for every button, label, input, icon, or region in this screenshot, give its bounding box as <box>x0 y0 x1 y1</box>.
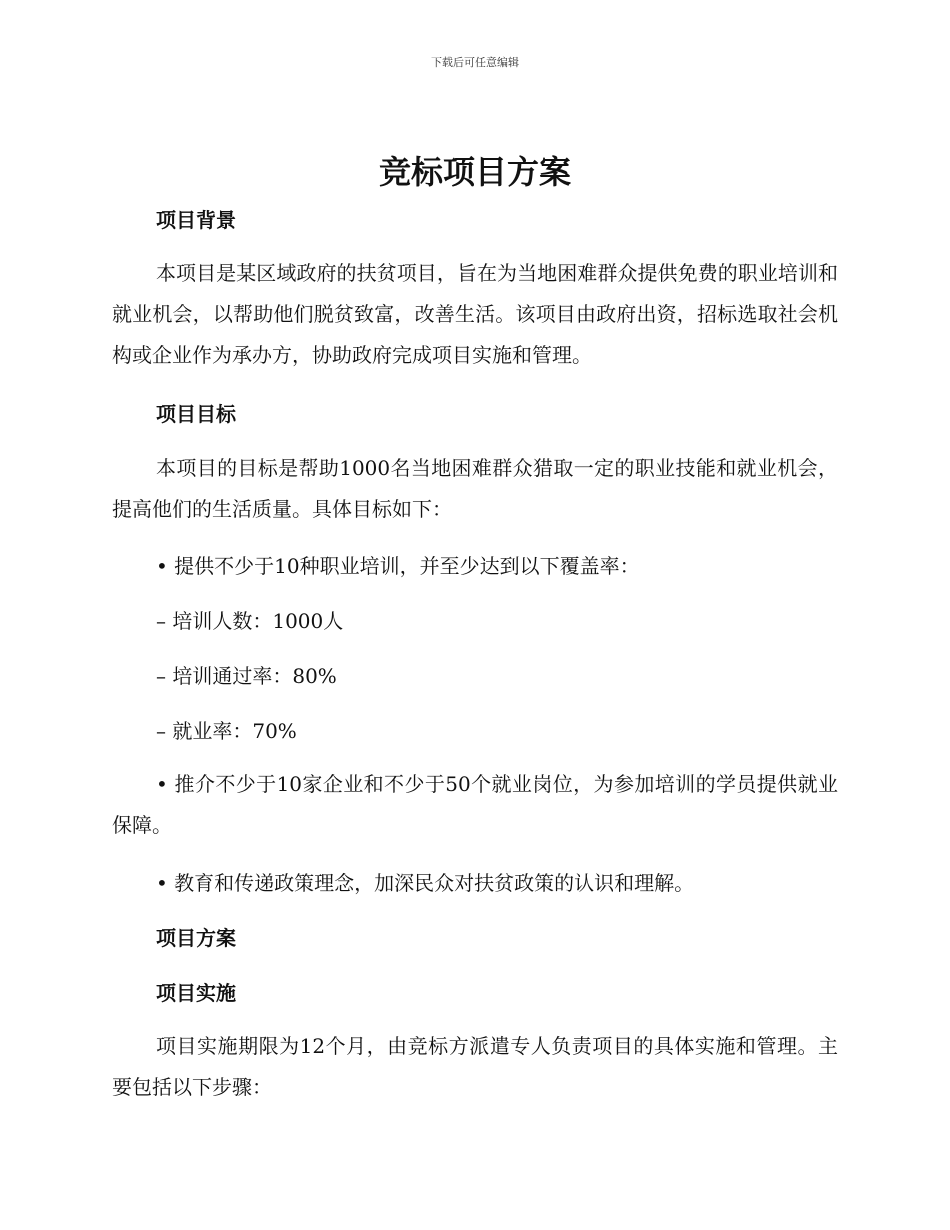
sub-item-employment-rate: – 就业率：70% <box>156 719 297 743</box>
paragraph-implementation: 项目实施期限为12个月，由竞标方派遣专人负责项目的具体实施和管理。主要包括以下步骤： <box>112 1034 838 1099</box>
paragraph-goal: 本项目的目标是帮助1000名当地困难群众猎取一定的职业技能和就业机会，提高他们的生活质量。具体目标如下： <box>112 456 838 521</box>
section-heading-plan: 项目方案 <box>156 926 236 950</box>
paragraph-background: 本项目是某区域政府的扶贫项目，旨在为当地困难群众提供免费的职业培训和就业机会，以帮助他们脱贫致富，改善生活。该项目由政府出资，招标选取社会机构或企业作为承办方，协助政府完成项目实施和管理。 <box>112 261 838 367</box>
section-heading-implementation: 项目实施 <box>156 981 236 1005</box>
sub-item-trainee-count: – 培训人数：1000人 <box>156 609 344 633</box>
section-heading-goal: 项目目标 <box>156 402 236 426</box>
page-header: 下载后可任意编辑 <box>431 56 519 69</box>
list-item-enterprises: • 推介不少于10家企业和不少于50个就业岗位，为参加培训的学员提供就业保障。 <box>112 772 838 837</box>
document-title: 竞标项目方案 <box>378 153 571 191</box>
section-heading-background: 项目背景 <box>156 208 236 232</box>
list-item-policy: • 教育和传递政策理念，加深民众对扶贫政策的认识和理解。 <box>156 871 695 895</box>
sub-item-pass-rate: – 培训通过率：80% <box>156 664 337 688</box>
list-item-training: • 提供不少于10种职业培训，并至少达到以下覆盖率： <box>156 554 640 578</box>
